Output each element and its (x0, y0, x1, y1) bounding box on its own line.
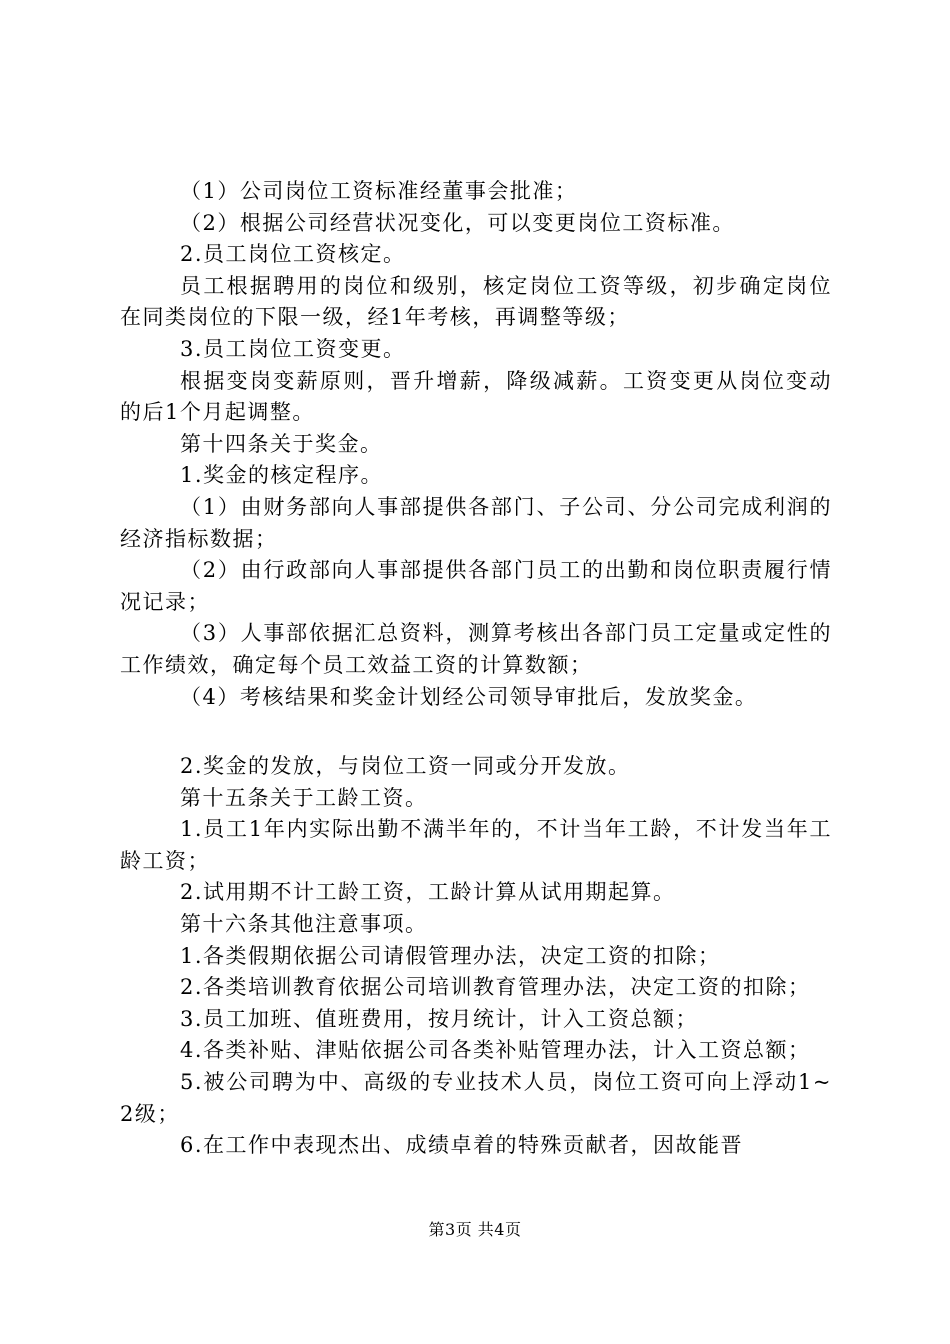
paragraph-12: （4）考核结果和奖金计划经公司领导审批后，发放奖金。 (180, 684, 758, 709)
section-heading-14: 第十四条关于奖金。 (180, 431, 383, 456)
paragraph-22: 5.被公司聘为中、高级的专业技术人员，岗位工资可向上浮动1~2级； (120, 1070, 832, 1126)
paragraph-8: 1.奖金的核定程序。 (180, 463, 384, 488)
paragraph-18: 1.各类假期依据公司请假管理办法，决定工资的扣除； (180, 943, 721, 968)
paragraph-2: （2）根据公司经营状况变化，可以变更岗位工资标准。 (180, 210, 735, 235)
paragraph-4: 员工根据聘用的岗位和级别，核定岗位工资等级，初步确定岗位在同类岗位的下限一级，经1年考核，再调整等级； (120, 273, 832, 330)
section-heading-16: 第十六条其他注意事项。 (180, 912, 428, 937)
paragraph-6: 根据变岗变薪原则，晋升增薪，降级减薪。工资变更从岗位变动的后1个月起调整。 (120, 368, 832, 425)
paragraph-3: 2.员工岗位工资核定。 (180, 242, 406, 267)
paragraph-5: 3.员工岗位工资变更。 (180, 336, 406, 361)
paragraph-19: 2.各类培训教育依据公司培训教育管理办法，决定工资的扣除； (180, 975, 811, 1000)
page-number-footer: 第3页 共4页 (428, 1220, 522, 1239)
paragraph-11: （3）人事部依据汇总资料，测算考核出各部门员工定量或定性的工作绩效，确定每个员工效益工资的计算数额； (120, 621, 832, 677)
paragraph-23: 6.在工作中表现杰出、成绩卓着的特殊贡献者，因故能晋 (180, 1133, 744, 1158)
paragraph-20: 3.员工加班、值班费用，按月统计，计入工资总额； (180, 1006, 699, 1031)
paragraph-13: 2.奖金的发放，与岗位工资一同或分开发放。 (180, 754, 631, 779)
paragraph-16: 2.试用期不计工龄工资，工龄计算从试用期起算。 (180, 880, 676, 905)
paragraph-1: （1）公司岗位工资标准经董事会批准； (180, 179, 578, 203)
paragraph-gap (120, 713, 832, 751)
document-body (120, 176, 832, 1162)
paragraph-9: （1）由财务部向人事部提供各部门、子公司、分公司完成利润的经济指标数据； (120, 494, 832, 551)
paragraph-15: 1.员工1年内实际出勤不满半年的，不计当年工龄，不计发当年工龄工资； (120, 817, 832, 873)
paragraph-10: （2）由行政部向人事部提供各部门员工的出勤和岗位职责履行情况记录； (120, 558, 832, 614)
paragraph-21: 4.各类补贴、津贴依据公司各类补贴管理办法，计入工资总额； (180, 1038, 811, 1063)
section-heading-15: 第十五条关于工龄工资。 (180, 785, 428, 810)
